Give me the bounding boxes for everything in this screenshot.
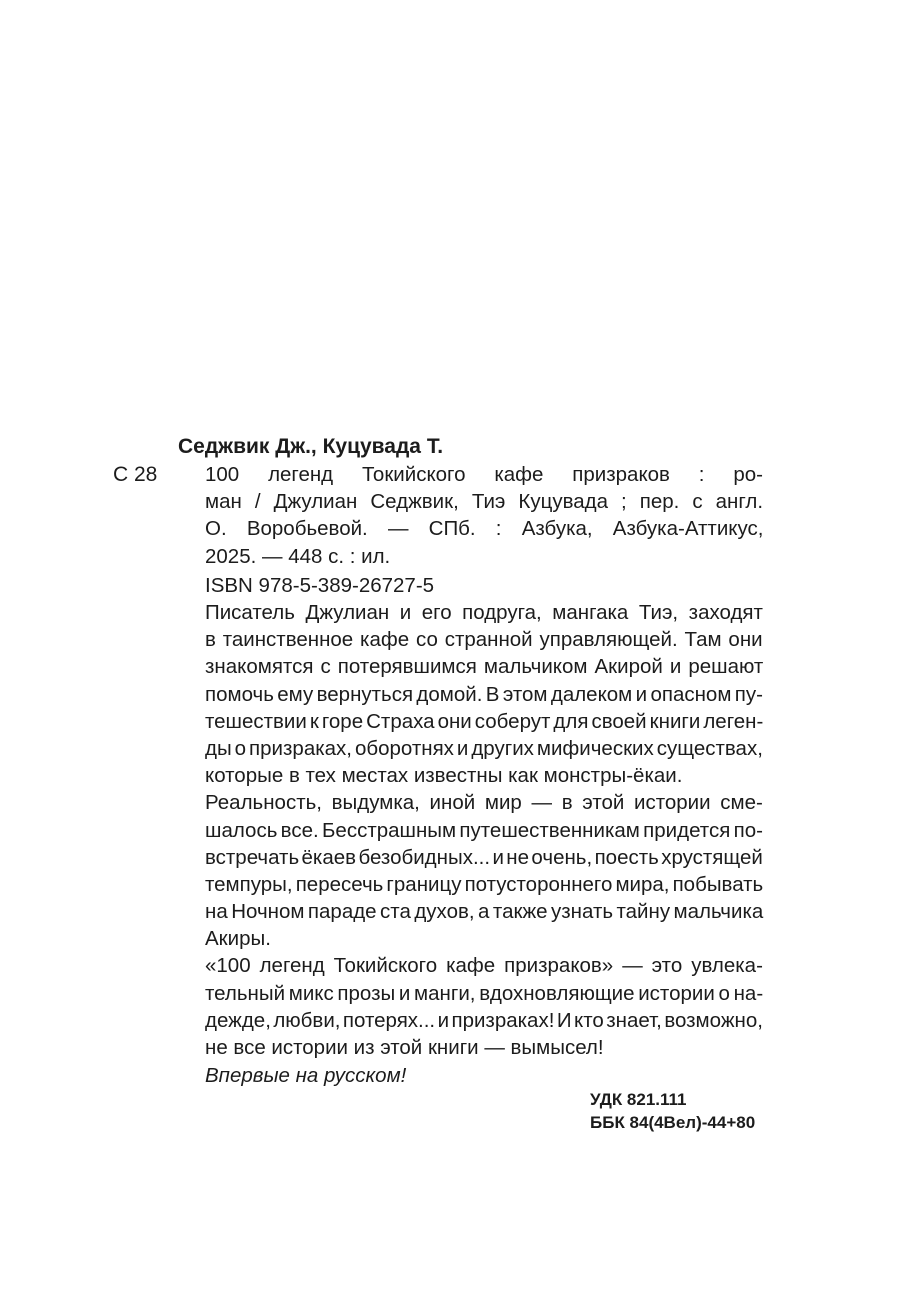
bibliographic-record xyxy=(205,461,763,570)
annotation-line: помочь ему вернуться домой. В этом далеком и опасном пу- xyxy=(205,682,763,706)
annotation-line: тельный микс прозы и манги, вдохновляющие истории о на- xyxy=(205,981,764,1005)
annotation-line: тешествии к горе Страха они соберут для своей книги леген- xyxy=(205,709,764,733)
isbn: ISBN 978-5-389-26727-5 xyxy=(205,574,435,597)
bibliography-line: 100 легенд Токийского кафе призраков : ро- xyxy=(205,463,763,486)
annotation-line: шалось все. Бесстрашным путешественникам придется по- xyxy=(205,818,763,842)
annotation-line: Писатель Джулиан и его подруга, мангака Тиэ, заходят xyxy=(205,601,763,624)
bibliography-line: ман / Джулиан Седжвик, Тиэ Куцувада ; пер. с англ. xyxy=(205,490,764,514)
annotation-line: Акиры. xyxy=(205,927,271,951)
annotation-line: дежде, любви, потерях... и призраках! И кто знает, возможно, xyxy=(205,1008,763,1032)
author-heading: Седжвик Дж., Куцувада Т. xyxy=(178,435,444,458)
annotation-line: знакомятся с потерявшимся мальчиком Акирой и решают xyxy=(205,655,764,679)
bibliography-line: 2025. — 448 с. : ил. xyxy=(205,544,391,568)
annotation-line: ды о призраках, оборотнях и других мифических существах, xyxy=(205,736,763,760)
annotation-line: которые в тех местах известны как монстры-ёкаи. xyxy=(205,764,683,788)
annotation-line: Реальность, выдумка, иной мир — в этой истории сме- xyxy=(205,791,763,815)
first-in-russian-note: Впервые на русском! xyxy=(205,1064,407,1087)
annotation xyxy=(205,599,763,1061)
udk-code: УДК 821.111 xyxy=(590,1090,687,1109)
bbk-code: ББК 84(4Вел)-44+80 xyxy=(590,1113,756,1132)
annotation-line: встречать ёкаев безобидных... и не очень, поесть хрустящей xyxy=(205,845,763,869)
annotation-line: на Ночном параде ста духов, а также узнать тайну мальчика xyxy=(205,900,764,924)
catalog-code: С 28 xyxy=(113,463,158,486)
bibliography-line: О. Воробьевой. — СПб. : Азбука, Азбука-Аттикус, xyxy=(205,517,764,541)
annotation-line: не все истории из этой книги — вымысел! xyxy=(205,1036,604,1059)
annotation-line: в таинственное кафе со странной управляющей. Там они xyxy=(205,628,763,652)
annotation-line: темпуры, пересечь границу потустороннего мира, побывать xyxy=(205,872,764,896)
annotation-line: «100 легенд Токийского кафе призраков» — это увлека- xyxy=(205,954,763,978)
classification-block xyxy=(590,1088,755,1134)
